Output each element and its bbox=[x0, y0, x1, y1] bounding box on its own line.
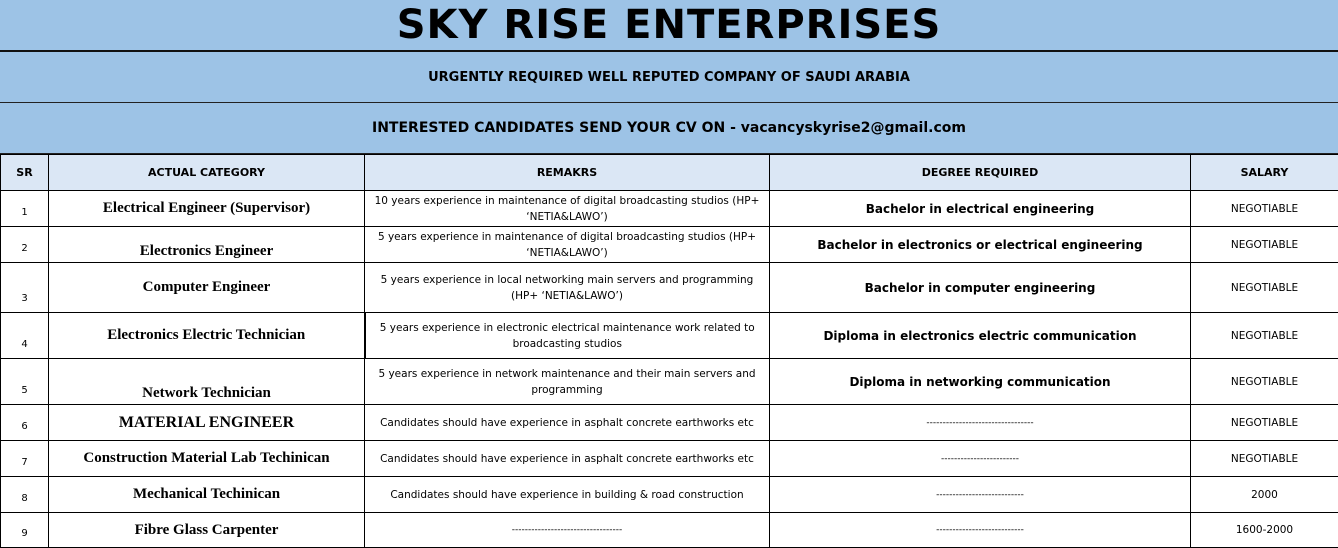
row-remarks: 5 years experience in maintenance of digital broadcasting studios (HP+ ‘NETIA&LAWO’) bbox=[365, 227, 770, 263]
row-degree: Bachelor in computer engineering bbox=[770, 263, 1191, 313]
row-category: Electronics Engineer bbox=[49, 227, 365, 263]
row-sr: 1 bbox=[1, 191, 49, 227]
row-degree: --------------------------- bbox=[770, 513, 1191, 548]
table-row bbox=[1, 313, 1338, 359]
row-salary: 1600-2000 bbox=[1191, 513, 1338, 548]
table-row bbox=[1, 359, 1338, 405]
table-row bbox=[1, 227, 1338, 263]
header-salary: SALARY bbox=[1191, 155, 1338, 191]
header-remarks: REMAKRS bbox=[365, 155, 770, 191]
row-salary: NEGOTIABLE bbox=[1191, 359, 1338, 405]
row-salary: NEGOTIABLE bbox=[1191, 227, 1338, 263]
table-row bbox=[1, 405, 1338, 441]
row-salary: NEGOTIABLE bbox=[1191, 313, 1338, 359]
row-remarks: ---------------------------------- bbox=[365, 513, 770, 548]
row-category: MATERIAL ENGINEER bbox=[49, 405, 365, 441]
row-remarks: Candidates should have experience in building & road construction bbox=[365, 477, 770, 513]
row-salary: NEGOTIABLE bbox=[1191, 441, 1338, 477]
row-category: Electronics Electric Technician bbox=[49, 313, 365, 359]
row-degree: --------------------------- bbox=[770, 477, 1191, 513]
row-salary: NEGOTIABLE bbox=[1191, 405, 1338, 441]
row-remarks: 5 years experience in electronic electrical maintenance work related to broadcasting studios bbox=[365, 313, 770, 359]
row-sr: 2 bbox=[1, 227, 49, 263]
company-title: SKY RISE ENTERPRISES bbox=[0, 0, 1338, 52]
cv-instruction-banner: INTERESTED CANDIDATES SEND YOUR CV ON - vacancyskyrise2@gmail.com bbox=[0, 103, 1338, 154]
row-sr: 6 bbox=[1, 405, 49, 441]
row-salary: NEGOTIABLE bbox=[1191, 191, 1338, 227]
table-row bbox=[1, 477, 1338, 513]
vacancy-table bbox=[0, 154, 1338, 548]
row-category: Electrical Engineer (Supervisor) bbox=[49, 191, 365, 227]
row-degree: Bachelor in electronics or electrical engineering bbox=[770, 227, 1191, 263]
row-degree: Diploma in networking communication bbox=[770, 359, 1191, 405]
row-category: Computer Engineer bbox=[49, 263, 365, 313]
header-sr: SR bbox=[1, 155, 49, 191]
row-category: Construction Material Lab Techinican bbox=[49, 441, 365, 477]
row-salary: 2000 bbox=[1191, 477, 1338, 513]
row-remarks: 10 years experience in maintenance of digital broadcasting studios (HP+ ‘NETIA&LAWO’) bbox=[365, 191, 770, 227]
row-sr: 9 bbox=[1, 513, 49, 548]
row-category: Mechanical Techinican bbox=[49, 477, 365, 513]
row-degree: --------------------------------- bbox=[770, 405, 1191, 441]
table-row bbox=[1, 441, 1338, 477]
row-sr: 8 bbox=[1, 477, 49, 513]
row-remarks: Candidates should have experience in asphalt concrete earthworks etc bbox=[365, 441, 770, 477]
row-sr: 3 bbox=[1, 263, 49, 313]
row-remarks: Candidates should have experience in asphalt concrete earthworks etc bbox=[365, 405, 770, 441]
header-degree: DEGREE REQUIRED bbox=[770, 155, 1191, 191]
table-header-row bbox=[1, 155, 1338, 191]
requirement-banner: URGENTLY REQUIRED WELL REPUTED COMPANY OF SAUDI ARABIA bbox=[0, 52, 1338, 103]
header-category: ACTUAL CATEGORY bbox=[49, 155, 365, 191]
row-remarks: 5 years experience in local networking main servers and programming (HP+ ‘NETIA&LAWO’) bbox=[365, 263, 770, 313]
row-salary: NEGOTIABLE bbox=[1191, 263, 1338, 313]
row-category: Fibre Glass Carpenter bbox=[49, 513, 365, 548]
row-remarks: 5 years experience in network maintenance and their main servers and programming bbox=[365, 359, 770, 405]
row-category: Network Technician bbox=[49, 359, 365, 405]
row-degree: Bachelor in electrical engineering bbox=[770, 191, 1191, 227]
table-row bbox=[1, 513, 1338, 548]
row-sr: 4 bbox=[1, 313, 49, 359]
table-row bbox=[1, 263, 1338, 313]
row-degree: Diploma in electronics electric communication bbox=[770, 313, 1191, 359]
row-sr: 7 bbox=[1, 441, 49, 477]
row-sr: 5 bbox=[1, 359, 49, 405]
table-row bbox=[1, 191, 1338, 227]
row-degree: ------------------------ bbox=[770, 441, 1191, 477]
